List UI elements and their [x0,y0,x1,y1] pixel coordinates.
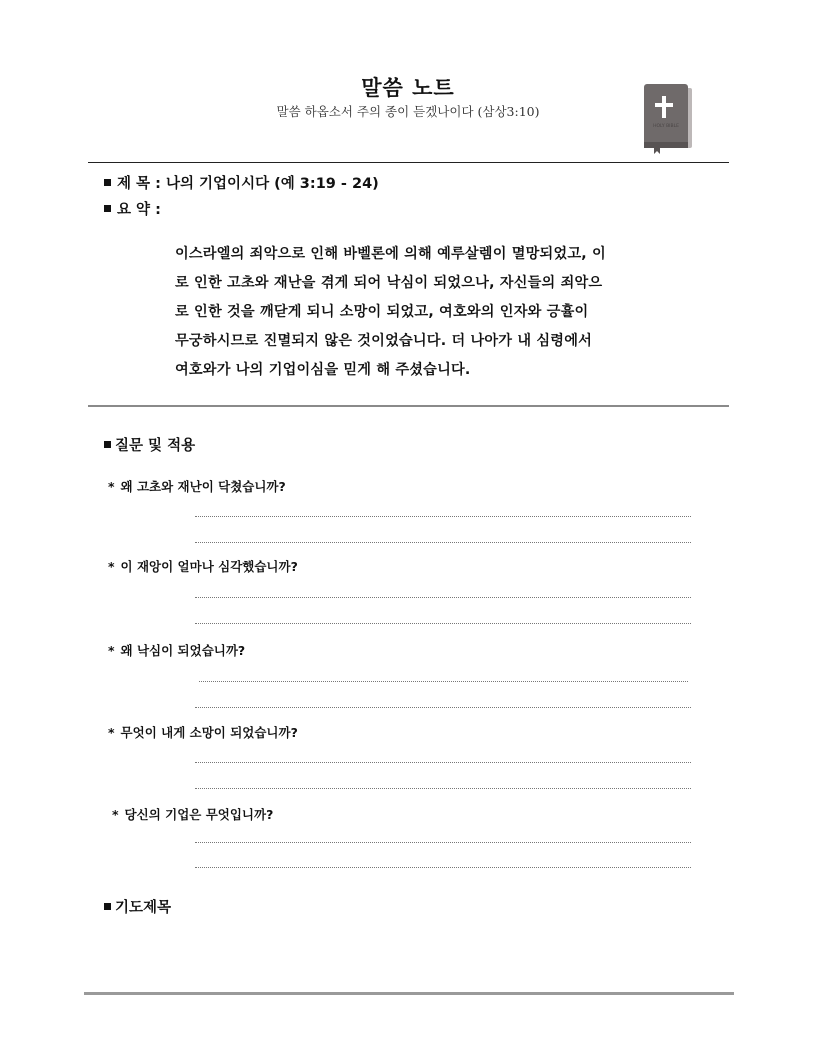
subject-value: 나의 기업이시다 (예 3:19 - 24) [165,176,379,192]
star-bullet-icon: * [108,559,115,574]
qa-heading-label: 질문 및 적용 [115,438,196,454]
prayer-heading [104,896,171,917]
answer-line[interactable] [195,762,691,763]
footer-divider [84,992,734,995]
star-bullet-icon: * [108,725,115,740]
question-item [108,557,298,575]
star-bullet-icon: * [108,479,115,494]
summary-row [104,198,161,219]
bullet-square-icon [104,441,111,448]
qa-heading [104,434,195,455]
page-subtitle: 말씀 하옵소서 주의 종이 듣겠나이다 (삼상3:10) [276,104,540,119]
bullet-square-icon [104,205,111,212]
summary-line: 여호와가 나의 기업이심을 믿게 해 주셨습니다. [175,362,471,378]
summary-label: 요 약 : [117,202,161,218]
question-text: 왜 고초와 재난이 닥쳤습니까? [120,479,286,494]
answer-line[interactable] [199,681,688,682]
summary-line: 로 인한 고초와 재난을 겪게 되어 낙심이 되었으나, 자신들의 죄악으 [175,275,603,291]
question-text: 왜 낙심이 되었습니까? [120,643,246,658]
question-text: 이 재앙이 얼마나 심각했습니까? [120,559,298,574]
answer-line[interactable] [195,867,691,868]
bullet-square-icon [104,903,111,910]
question-item [108,477,286,495]
subject-row [104,172,379,193]
subject-label: 제 목 : [117,176,161,192]
question-text: 당신의 기업은 무엇입니까? [124,807,274,822]
answer-line[interactable] [195,623,691,624]
star-bullet-icon: * [112,807,119,822]
bible-icon-caption: HOLY BIBLE [653,124,679,129]
summary-line: 이스라엘의 죄악으로 인해 바벨론에 의해 예루살렘이 멸망되었고, 이 [175,246,606,262]
summary-line: 로 인한 것을 깨닫게 되니 소망이 되었고, 여호와의 인자와 긍휼이 [175,304,589,320]
question-item [108,723,298,741]
question-item [112,805,273,823]
star-bullet-icon: * [108,643,115,658]
bullet-square-icon [104,179,111,186]
question-text: 무엇이 내게 소망이 되었습니까? [120,725,298,740]
answer-line[interactable] [195,516,691,517]
section-divider [88,405,729,407]
answer-line[interactable] [195,707,691,708]
answer-line[interactable] [195,597,691,598]
prayer-heading-label: 기도제목 [115,900,172,916]
header-divider [88,162,729,163]
summary-text [175,240,690,385]
answer-line[interactable] [195,542,691,543]
answer-line[interactable] [195,842,691,843]
question-item [108,641,245,659]
bible-book-icon [640,82,696,154]
page-title: 말씀 노트 [361,76,455,100]
summary-line: 무궁하시므로 진멸되지 않은 것이었습니다. 더 나아가 내 심령에서 [175,333,593,349]
answer-line[interactable] [195,788,691,789]
